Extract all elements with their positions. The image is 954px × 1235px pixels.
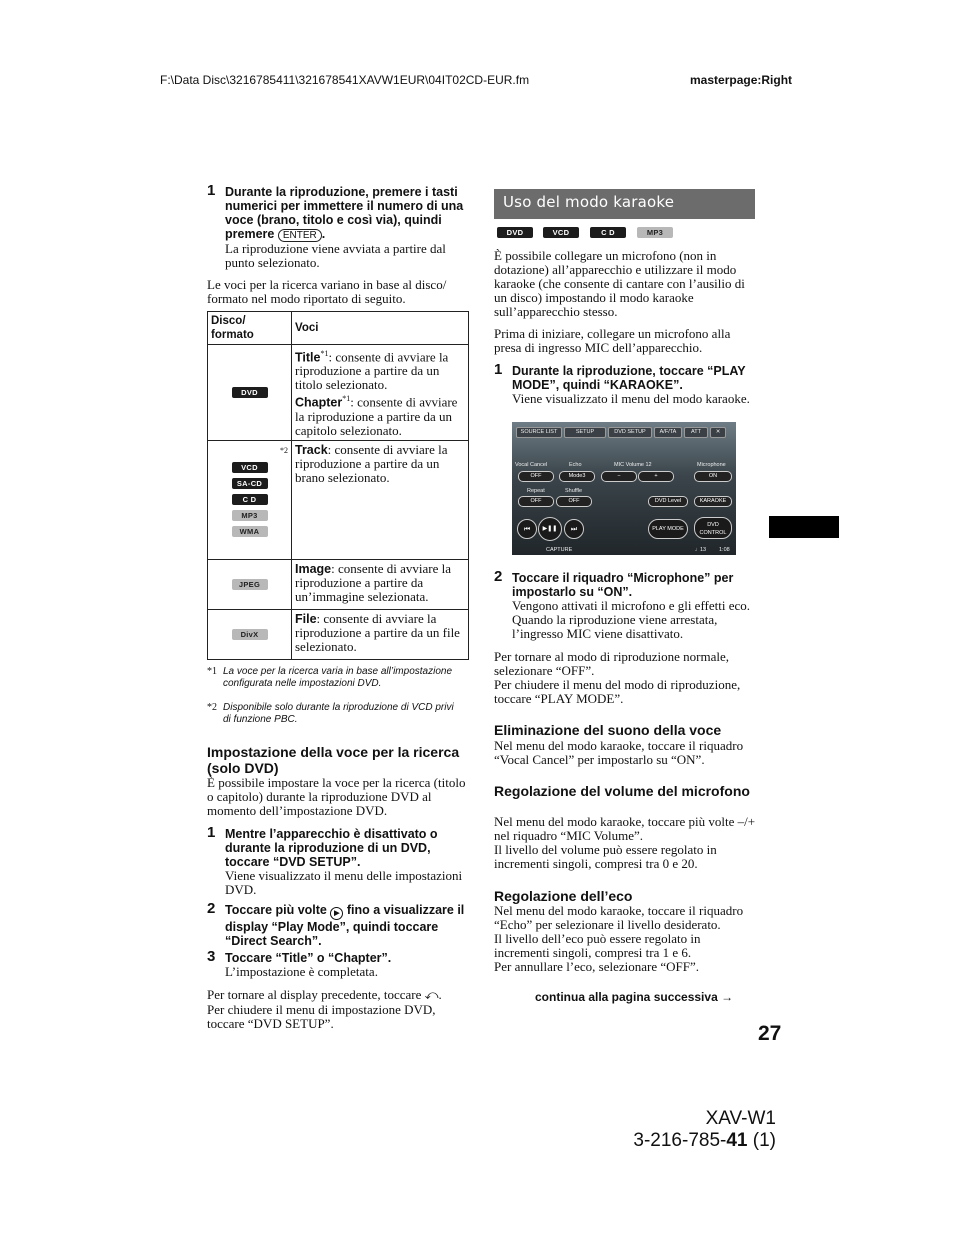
label-shuffle: Shuffle — [565, 488, 583, 494]
label-microphone: Microphone — [697, 462, 726, 468]
search-setting-heading: Impostazione della voce per la ricerca (solo DVD) — [207, 744, 460, 776]
mic-volume-line: Nel menu del modo karaoke, toccare più volte –/+ nel riquadro “MIC Volume”. — [494, 814, 756, 843]
closing-text: Per chiudere il menu di impostazione DVD, toccare “DVD SETUP”. — [207, 1002, 436, 1031]
dvd-level-button[interactable]: DVD Level — [648, 496, 688, 507]
table-header-row — [208, 312, 469, 345]
step-title-text: Toccare più volte — [225, 903, 327, 917]
label-mic-volume: MIC Volume 12 — [614, 462, 652, 468]
note-text: Per tornare al modo di riproduzione normale, selezionare “OFF”. — [494, 649, 730, 678]
item-keyword: Image — [295, 561, 332, 576]
echo-text — [494, 904, 756, 974]
karaoke-menu-screen — [512, 422, 736, 555]
karaoke-prereq: Prima di iniziare, collegare un microfono alla presa di ingresso MIC dell’apparecchio. — [494, 326, 731, 355]
step-1-numeric-search — [207, 182, 469, 270]
mic-volume-line: Il livello del volume può essere regolato in incrementi singoli, compresi tra 0 e 20. — [494, 842, 717, 871]
divx-badge-icon: DivX — [232, 629, 268, 640]
step-2-play-mode — [207, 900, 469, 948]
step-body: Vengono attivati il microfono e gli effetti eco. Quando la riproduzione viene arrestata, l’ingresso MIC viene disattivato. — [512, 598, 751, 641]
format-cell — [208, 440, 292, 559]
step-title: Toccare “Title” o “Chapter”. — [225, 951, 392, 965]
step-title — [225, 185, 469, 242]
footnote-text: La voce per la ricerca varia in base all’impostazione configurata nelle impostazioni DVD. — [223, 666, 453, 689]
mic-volume-text — [494, 815, 756, 871]
step-number: 1 — [494, 361, 503, 378]
label-echo: Echo — [569, 462, 582, 468]
step-number: 1 — [207, 182, 216, 199]
items-cell — [292, 345, 469, 441]
footnote-ref: *2 — [280, 445, 288, 455]
closing-period: . — [438, 987, 442, 1002]
part-number-suffix: (1) — [747, 1130, 776, 1151]
footnote-mark: *1 — [207, 666, 217, 677]
next-track-icon[interactable]: ⏭ — [564, 519, 584, 539]
step-3-title-chapter — [207, 948, 469, 979]
item-keyword: Chapter — [295, 395, 343, 410]
repeat-button[interactable]: OFF — [518, 496, 554, 507]
table-row — [208, 440, 469, 559]
table-row — [208, 559, 469, 609]
header-disc-format: Disco/ formato — [208, 312, 292, 345]
sacd-badge-icon: SA-CD — [232, 478, 268, 489]
step-title — [225, 903, 469, 948]
item-text: : consente di avviare la riproduzione a partire da un brano selezionato. — [295, 441, 448, 485]
step-title-end: . — [321, 227, 326, 241]
cd-badge-icon: C D — [590, 227, 626, 238]
step-number: 2 — [494, 568, 503, 585]
section-tab-marker — [769, 516, 839, 538]
tab-dvd-setup[interactable]: DVD SETUP — [608, 427, 652, 438]
part-number-bold: 41 — [726, 1130, 748, 1151]
echo-button[interactable]: Mode3 — [559, 471, 595, 482]
step-body: La riproduzione viene avviata a partire dal punto selezionato. — [225, 241, 446, 270]
dvd-control-button[interactable]: DVD CONTROL — [694, 517, 732, 539]
header-items: Voci — [292, 312, 469, 345]
step-title: Mentre l’apparecchio è disattivato o durante la riproduzione di un DVD, toccare “DVD SETUP”. — [225, 827, 438, 869]
tab-af-ta[interactable]: A/F/TA — [654, 427, 682, 438]
play-mode-button[interactable]: PLAY MODE — [648, 519, 688, 539]
item-text: : consente di avviare la riproduzione a partire da un capitolo selezionato. — [295, 394, 458, 438]
masterpage-label: masterpage:Right — [690, 73, 793, 87]
next-arrow-icon: ▶ — [330, 907, 343, 920]
previous-track-icon[interactable]: ⏮ — [517, 519, 537, 539]
capture-button[interactable]: CAPTURE — [546, 547, 573, 553]
time-readout: 1:08 — [719, 547, 730, 553]
voice-removal-text: Nel menu del modo karaoke, toccare il riquadro “Vocal Cancel” per impostarlo su “ON”. — [494, 738, 744, 767]
jpeg-badge-icon: JPEG — [232, 579, 268, 590]
step-body: Viene visualizzato il menu del modo karaoke. — [512, 391, 750, 406]
step-body: L’impostazione è completata. — [225, 964, 378, 979]
echo-line: Nel menu del modo karaoke, toccare il riquadro “Echo” per selezionare il livello desiderato. — [494, 903, 744, 932]
label-vocal-cancel: Vocal Cancel — [515, 462, 548, 468]
vocal-cancel-button[interactable]: OFF — [518, 471, 554, 482]
search-setting-intro: È possibile impostare la voce per la ricerca (titolo o capitolo) durante la riproduzione DVD al momento dell’impostazione DVD. — [207, 775, 466, 818]
file-path: F:\Data Disc\3216785411\321678541XAVW1EUR\04IT02CD-EUR.fm — [160, 73, 530, 87]
tab-att[interactable]: ATT — [684, 427, 708, 438]
table-row — [208, 609, 469, 659]
search-items-table — [207, 311, 469, 660]
step-1-dvd-setup — [207, 824, 469, 897]
footnote-ref: *1 — [342, 394, 351, 404]
footnote-2 — [207, 702, 462, 726]
step-number: 1 — [207, 824, 216, 841]
cd-badge-icon: C D — [232, 494, 268, 505]
step-1-karaoke — [494, 361, 756, 406]
closing-text: Per tornare al display precedente, toccare — [207, 987, 422, 1002]
dvd-badge-icon: DVD — [232, 387, 268, 398]
normal-mode-note — [494, 650, 756, 706]
speaker-icon: ♩ — [695, 547, 701, 553]
vcd-badge-icon: VCD — [543, 227, 579, 238]
mp3-badge-icon: MP3 — [232, 510, 268, 521]
microphone-button[interactable]: ON — [694, 471, 732, 482]
voice-removal-heading: Eliminazione del suono della voce — [494, 722, 722, 738]
step-title: Toccare il riquadro “Microphone” per impostarlo su “ON”. — [512, 571, 734, 599]
step-title: Durante la riproduzione, toccare “PLAY MODE”, quindi “KARAOKE”. — [512, 364, 746, 392]
part-number — [633, 1130, 776, 1152]
footnote-text: Disponibile solo durante la riproduzione di VCD privi di funzione PBC. — [223, 702, 454, 725]
table-row — [208, 345, 469, 441]
enter-key-icon: ENTER — [278, 229, 322, 242]
dvd-badge-icon: DVD — [497, 227, 533, 238]
closing-note — [207, 988, 469, 1031]
format-cell — [208, 609, 292, 659]
step-number: 2 — [207, 900, 216, 917]
shuffle-button[interactable]: OFF — [556, 496, 592, 507]
track-readout: 13 — [700, 547, 707, 553]
wma-badge-icon: WMA — [232, 526, 268, 537]
page-number: 27 — [758, 1022, 782, 1045]
note-text: Per chiudere il menu del modo di riproduzione, toccare “PLAY MODE”. — [494, 677, 741, 706]
close-icon[interactable]: ✕ — [710, 427, 726, 438]
footnote-1 — [207, 666, 462, 690]
step-number: 3 — [207, 948, 216, 965]
karaoke-button[interactable]: KARAOKE — [694, 496, 732, 507]
label-repeat: Repeat — [527, 488, 545, 494]
step-title-text: fino a visualizzare il display “Play Mode”, quindi toccare “Direct Search”. — [225, 903, 465, 948]
format-cell — [208, 559, 292, 609]
footnote-mark: *2 — [207, 702, 217, 713]
step-title-text: Durante la riproduzione, premere i tasti numerici per immettere il numero di una voce (brano, titolo e così via), quindi premere — [225, 185, 464, 241]
table-intro: Le voci per la ricerca variano in base al disco/ formato nel modo riportato di seguito. — [207, 277, 447, 306]
return-icon: ⤺ — [424, 988, 439, 1003]
part-number-prefix: 3-216-785- — [633, 1130, 727, 1151]
echo-line: Per annullare l’eco, selezionare “OFF”. — [494, 959, 700, 974]
echo-heading: Regolazione dell’eco — [494, 888, 633, 904]
items-cell — [292, 440, 469, 559]
mic-volume-heading: Regolazione del volume del microfono — [494, 783, 750, 799]
mic-volume-plus-button[interactable]: + — [638, 471, 674, 482]
item-text: : consente di avviare la riproduzione a partire da un’immagine selezionata. — [295, 560, 451, 604]
mic-volume-minus-button[interactable]: − — [601, 471, 637, 482]
format-badges — [497, 227, 697, 239]
section-title: Uso del modo karaoke — [503, 193, 675, 211]
step-2-microphone — [494, 568, 756, 641]
section-title-bar — [494, 189, 755, 219]
echo-line: Il livello dell’eco può essere regolato in incrementi singoli, compresi tra 1 e 6. — [494, 931, 701, 960]
format-cell — [208, 345, 292, 441]
continue-link: continua alla pagina successiva → — [535, 990, 734, 1004]
item-text: : consente di avviare la riproduzione a partire da un titolo selezionato. — [295, 349, 449, 393]
model-name: XAV-W1 — [705, 1108, 776, 1129]
item-keyword: File — [295, 611, 317, 626]
play-pause-icon[interactable]: ▶❚❚ — [538, 517, 562, 541]
items-cell — [292, 559, 469, 609]
tab-setup[interactable]: SETUP — [564, 427, 606, 438]
tab-source-list[interactable]: SOURCE LIST — [516, 427, 562, 438]
item-text: : consente di avviare la riproduzione a partire da un file selezionato. — [295, 610, 460, 654]
mp3-badge-icon: MP3 — [637, 227, 673, 238]
item-keyword: Track — [295, 442, 328, 457]
karaoke-intro: È possibile collegare un microfono (non in dotazione) all’apparecchio e utilizzare il modo karaoke (che consente di cantare con l’ausilio di un disco) impostando il modo karaoke sull’apparecchio stesso. — [494, 248, 745, 319]
footnote-ref: *1 — [320, 349, 329, 358]
items-cell — [292, 609, 469, 659]
step-body: Viene visualizzato il menu delle impostazioni DVD. — [225, 868, 463, 897]
item-keyword: Title — [295, 350, 321, 365]
vcd-badge-icon: VCD — [232, 462, 268, 473]
